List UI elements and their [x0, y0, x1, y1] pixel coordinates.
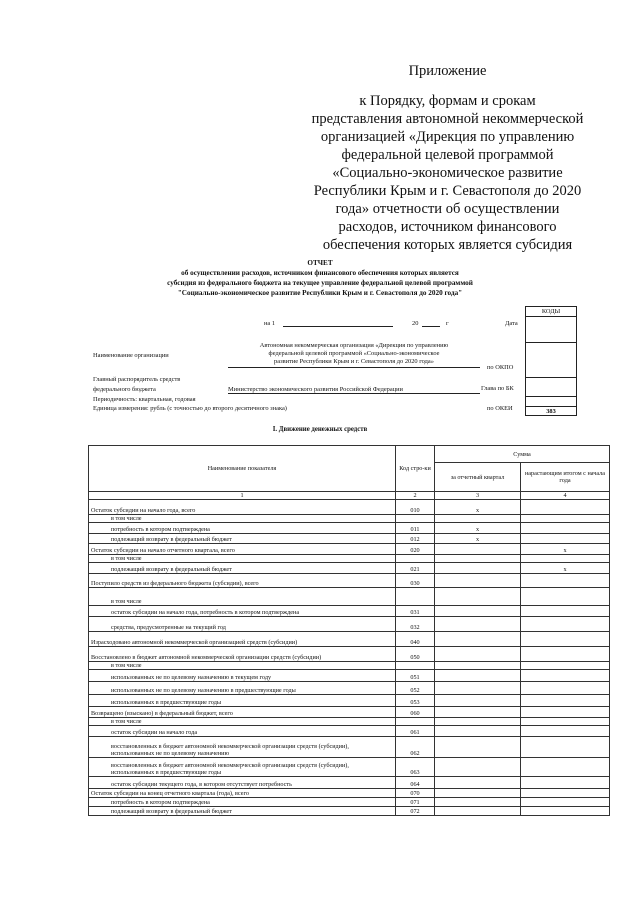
row-code: 052 [396, 682, 435, 695]
row-code [396, 718, 435, 726]
row-cumulative-value[interactable] [521, 682, 610, 695]
row-quarter-value[interactable] [435, 737, 521, 758]
row-name: в том числе [89, 515, 396, 523]
appendix-line: Республики Крым и г. Севастополя до 2020 [313, 183, 582, 199]
row-quarter-value[interactable] [435, 707, 521, 718]
code-okei: 383 [526, 407, 577, 416]
org-underline [228, 367, 480, 368]
row-name: использованных в предшествующие годы [89, 695, 396, 707]
table-row [89, 726, 610, 737]
period-label: Периодичность: квартальная, годовая [93, 396, 196, 403]
row-quarter-value[interactable] [435, 515, 521, 523]
row-name: остаток субсидии текущего года, в котором отсутствует потребность [89, 777, 396, 789]
section-title: I. Движение денежных средств [272, 426, 368, 433]
table-row [89, 563, 610, 574]
table-row [89, 789, 610, 798]
header-code: Код стро-ки [396, 446, 435, 492]
table-row [89, 534, 610, 544]
row-code: 061 [396, 726, 435, 737]
header-name: Наименование показателя [89, 446, 396, 492]
okpo-label: по ОКПО [487, 364, 514, 371]
row-code: 031 [396, 606, 435, 617]
row-name: Восстановлено в бюджет автономной некоммерческой организации средств (субсидии) [89, 647, 396, 662]
row-code: 071 [396, 798, 435, 807]
table-row [89, 695, 610, 707]
row-code: 051 [396, 670, 435, 682]
report-title-line: субсидия из федерального бюджета на текущее управление федеральной целевой программой [167, 279, 473, 287]
row-code: 053 [396, 695, 435, 707]
table-row [89, 777, 610, 789]
row-code [396, 662, 435, 670]
grbs-underline [228, 393, 480, 394]
row-code: 020 [396, 544, 435, 555]
row-code: 062 [396, 737, 435, 758]
row-name: использованных не по целевому назначению в предшествующие годы [89, 682, 396, 695]
row-name: в том числе [89, 588, 396, 606]
table-row [89, 523, 610, 534]
code-bk[interactable] [526, 378, 577, 397]
appendix-line: федеральной целевой программой [341, 147, 554, 163]
report-title-line: об осуществлении расходов, источником финансового обеспечения которых является [181, 269, 459, 277]
row-code: 064 [396, 777, 435, 789]
okei-label: по ОКЕИ [487, 405, 513, 412]
table-row [89, 555, 610, 563]
table-row [89, 647, 610, 662]
appendix-line: расходов, источником финансового [338, 219, 557, 235]
table-row [89, 588, 610, 606]
row-cumulative-value[interactable] [521, 695, 610, 707]
date-g: г [446, 320, 449, 327]
cash-flow-table [88, 445, 610, 816]
appendix-line: организацией «Дирекция по управлению [320, 129, 575, 145]
row-quarter-value[interactable] [435, 695, 521, 707]
row-name: Поступило средств из федерального бюджета (субсидии), всего [89, 574, 396, 588]
row-cumulative-value[interactable] [521, 534, 610, 544]
row-quarter-value[interactable] [435, 617, 521, 632]
date-label: Дата [505, 320, 518, 327]
row-quarter-value[interactable] [435, 807, 521, 816]
row-cumulative-value[interactable] [521, 500, 610, 515]
appendix-line: к Порядку, формам и срокам [359, 93, 536, 109]
row-cumulative-value[interactable]: x [521, 544, 610, 555]
appendix-line: года» отчетности об осуществлении [335, 201, 560, 217]
bk-label: Глава по БК [481, 385, 514, 392]
row-cumulative-value[interactable] [521, 726, 610, 737]
table-row [89, 707, 610, 718]
row-quarter-value[interactable]: x [435, 523, 521, 534]
date-field-line[interactable] [283, 326, 393, 327]
row-quarter-value[interactable] [435, 777, 521, 789]
row-code: 070 [396, 789, 435, 798]
row-quarter-value[interactable]: x [435, 500, 521, 515]
row-code: 011 [396, 523, 435, 534]
row-name: потребность в котором подтверждена [89, 523, 396, 534]
row-name: Остаток субсидии на начало года, всего [89, 500, 396, 515]
row-cumulative-value[interactable] [521, 670, 610, 682]
year-field-line[interactable] [422, 326, 440, 327]
row-cumulative-value[interactable] [521, 647, 610, 662]
row-name: средства, предусмотренные на текущий год [89, 617, 396, 632]
codes-table [525, 306, 577, 416]
org-line: Автономная некоммерческая организация «Дирекция по управлению [259, 342, 449, 349]
row-cumulative-value[interactable] [521, 777, 610, 789]
org-line: федеральной целевой программой «Социально-экономическое [268, 350, 440, 357]
row-code [396, 515, 435, 523]
row-quarter-value[interactable]: x [435, 534, 521, 544]
row-name: подлежащий возврату в федеральный бюджет [89, 534, 396, 544]
header-quarter: за отчетный квартал [435, 463, 521, 492]
org-label: Наименование организации [93, 352, 169, 359]
report-title-line: "Социально-экономическое развитие Республики Крым и г. Севастополя до 2020 года" [177, 289, 463, 297]
col-num-4: 4 [521, 492, 610, 500]
table-row [89, 515, 610, 523]
row-code: 010 [396, 500, 435, 515]
appendix-line: представления автономной некоммерческой [311, 111, 584, 127]
row-quarter-value[interactable] [435, 758, 521, 777]
col-num-2: 2 [396, 492, 435, 500]
row-quarter-value[interactable] [435, 718, 521, 726]
org-value [228, 342, 480, 366]
grbs-value: Министерство экономического развития Российской Федерации [228, 386, 403, 393]
report-title [60, 258, 580, 298]
row-name: Возвращено (взыскано) в федеральный бюджет, всего [89, 707, 396, 718]
table-row [89, 682, 610, 695]
header-sum: Сумма [435, 446, 610, 463]
table-row [89, 758, 610, 777]
row-code: 030 [396, 574, 435, 588]
row-cumulative-value[interactable] [521, 632, 610, 647]
table-row [89, 617, 610, 632]
row-name: в том числе [89, 662, 396, 670]
row-code: 032 [396, 617, 435, 632]
row-cumulative-value[interactable] [521, 515, 610, 523]
code-okpo[interactable] [526, 343, 577, 378]
table-row [89, 718, 610, 726]
row-quarter-value[interactable] [435, 606, 521, 617]
row-quarter-value[interactable] [435, 544, 521, 555]
row-cumulative-value[interactable] [521, 662, 610, 670]
table-row [89, 632, 610, 647]
row-name: использованных не по целевому назначению в текущем году [89, 670, 396, 682]
row-quarter-value[interactable] [435, 726, 521, 737]
row-cumulative-value[interactable] [521, 555, 610, 563]
table-row [89, 500, 610, 515]
unit-label: Единица измерения: рубль (с точностью до второго десятичного знака) [93, 405, 287, 412]
row-name: остаток субсидии на начало года, потребность в котором подтверждена [89, 606, 396, 617]
row-name: восстановленных в бюджет автономной некоммерческой организации средств (субсидии), использованных в предшествующие годы [89, 758, 396, 777]
row-code: 050 [396, 647, 435, 662]
row-cumulative-value[interactable] [521, 798, 610, 807]
row-code [396, 588, 435, 606]
report-title-line: ОТЧЕТ [307, 259, 333, 267]
row-quarter-value[interactable] [435, 555, 521, 563]
appendix-line: обеспечения которых является субсидия [322, 237, 573, 253]
col-num-1: 1 [89, 492, 396, 500]
table-row [89, 737, 610, 758]
code-empty [526, 397, 577, 407]
date-year: 20 [412, 320, 419, 327]
row-name: в том числе [89, 718, 396, 726]
row-cumulative-value[interactable] [521, 758, 610, 777]
row-cumulative-value[interactable] [521, 574, 610, 588]
code-date[interactable] [526, 317, 577, 343]
date-na: на 1 [264, 320, 276, 327]
row-name: Израсходовано автономной некоммерческой организацией средств (субсидии) [89, 632, 396, 647]
row-name: Остаток субсидии на конец отчетного квартала (года), всего [89, 789, 396, 798]
row-name: потребность в котором подтверждена [89, 798, 396, 807]
row-code: 060 [396, 707, 435, 718]
appendix-title: Приложение [408, 63, 487, 79]
row-quarter-value[interactable] [435, 789, 521, 798]
row-cumulative-value[interactable] [521, 737, 610, 758]
row-code: 072 [396, 807, 435, 816]
row-cumulative-value[interactable] [521, 617, 610, 632]
table-row [89, 798, 610, 807]
row-quarter-value[interactable] [435, 563, 521, 574]
row-quarter-value[interactable] [435, 632, 521, 647]
row-code: 063 [396, 758, 435, 777]
row-code: 021 [396, 563, 435, 574]
row-cumulative-value[interactable] [521, 588, 610, 606]
table-row [89, 606, 610, 617]
row-quarter-value[interactable] [435, 798, 521, 807]
grbs-label-2: федерального бюджета [93, 386, 156, 393]
row-name: остаток субсидии на начало года [89, 726, 396, 737]
row-name: восстановленных в бюджет автономной некоммерческой организации средств (субсидии), использованных не по целевому назначению [89, 737, 396, 758]
row-quarter-value[interactable] [435, 574, 521, 588]
header-cumulative: нарастающим итогом с начала года [521, 463, 610, 492]
table-row [89, 662, 610, 670]
row-quarter-value[interactable] [435, 662, 521, 670]
codes-header: КОДЫ [526, 307, 577, 317]
row-quarter-value[interactable] [435, 682, 521, 695]
grbs-label-1: Главный распорядитель средств [93, 376, 181, 383]
row-name: подлежащий возврату в федеральный бюджет [89, 563, 396, 574]
row-name: подлежащий возврату в федеральный бюджет [89, 807, 396, 816]
table-row [89, 670, 610, 682]
row-code: 040 [396, 632, 435, 647]
row-cumulative-value[interactable] [521, 707, 610, 718]
row-cumulative-value[interactable] [521, 718, 610, 726]
org-line: развитие Республики Крым и г. Севастополя до 2020 года» [274, 358, 434, 365]
table-row [89, 574, 610, 588]
row-quarter-value[interactable] [435, 588, 521, 606]
table-row [89, 544, 610, 555]
row-cumulative-value[interactable] [521, 807, 610, 816]
row-name: в том числе [89, 555, 396, 563]
row-code [396, 555, 435, 563]
row-quarter-value[interactable] [435, 647, 521, 662]
row-code: 012 [396, 534, 435, 544]
row-cumulative-value[interactable]: x [521, 563, 610, 574]
appendix-text [300, 92, 595, 254]
col-num-3: 3 [435, 492, 521, 500]
row-cumulative-value[interactable] [521, 789, 610, 798]
row-quarter-value[interactable] [435, 670, 521, 682]
appendix-line: «Социально-экономическое развитие [332, 165, 563, 181]
table-row [89, 807, 610, 816]
row-name: Остаток субсидии на начало отчетного квартала, всего [89, 544, 396, 555]
row-cumulative-value[interactable] [521, 523, 610, 534]
row-cumulative-value[interactable] [521, 606, 610, 617]
